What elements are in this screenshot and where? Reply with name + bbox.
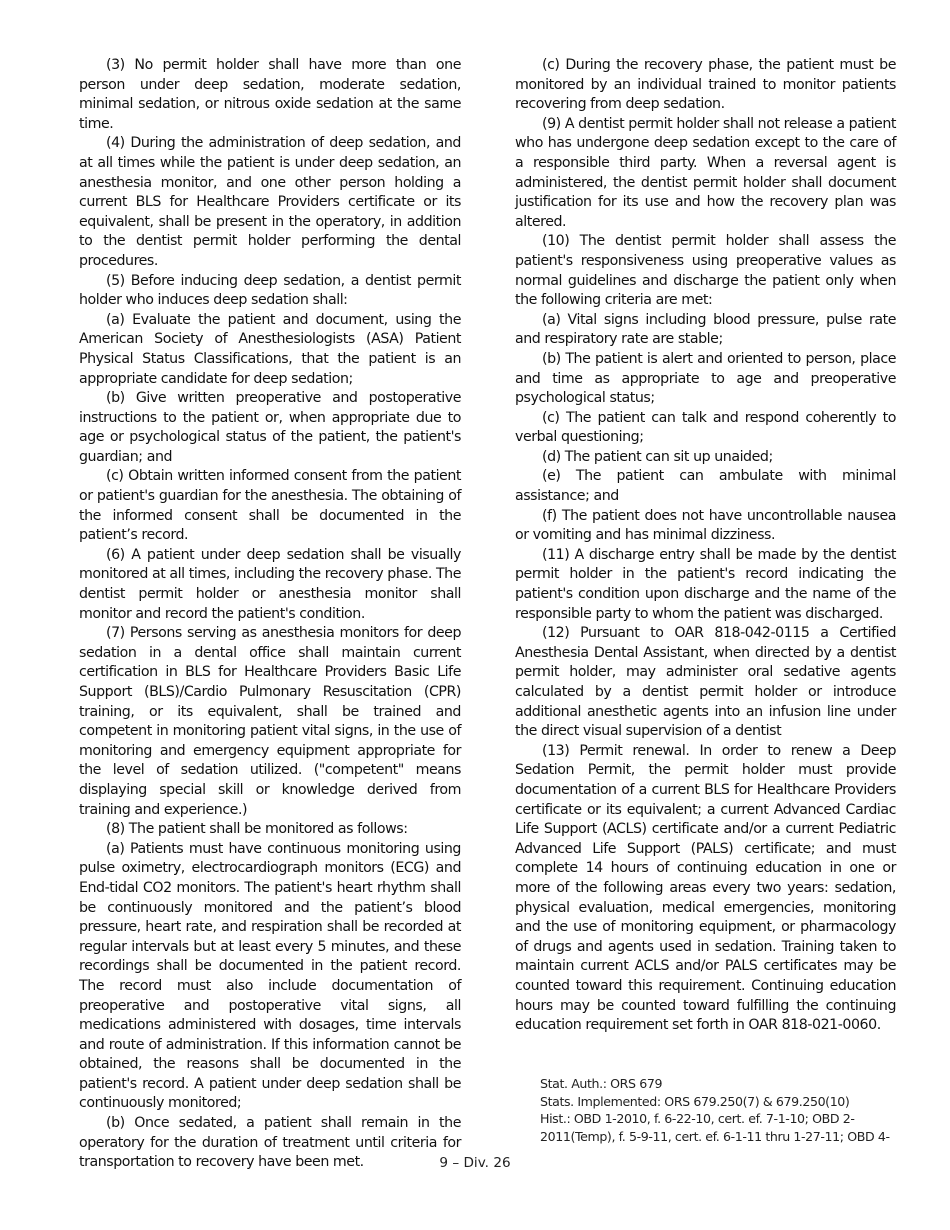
history-line: Hist.: OBD 1-2010, f. 6-22-10, cert. ef. 7-1-10; OBD 2-2011(Temp), f. 5-9-11, cert. ef. 6-1-11 thru 1-27-11; OBD 4-	[540, 1111, 890, 1144]
paragraph-5a: (a) Evaluate the patient and document, using the American Society of Anesthesiologists (ASA) Patient Physical Status Classifications, that the patient is an appropriate candidate for deep sedation;	[79, 311, 461, 387]
page-number-footer: 9 – Div. 26	[439, 1155, 511, 1171]
right-column	[515, 56, 896, 1036]
paragraph-12: (12) Pursuant to OAR 818-042-0115 a Certified Anesthesia Dental Assistant, when directed by a dentist permit holder, may administer oral sedative agents calculated by a dentist permit holder or introduce additional anesthetic agents into an infusion line under the direct visual supervision of a dentist	[515, 625, 896, 740]
paragraph-11: (11) A discharge entry shall be made by the dentist permit holder in the patient's record indicating the patient's condition upon discharge and the name of the responsible party to whom the patient was discharged.	[515, 546, 896, 622]
paragraph-10c: (c) The patient can talk and respond coherently to verbal questioning;	[515, 409, 896, 446]
paragraph-10b: (b) The patient is alert and oriented to person, place and time as appropriate to age and preoperative psychological status;	[515, 350, 896, 407]
paragraph-10e: (e) The patient can ambulate with minimal assistance; and	[515, 468, 896, 505]
paragraph-8a: (a) Patients must have continuous monitoring using pulse oximetry, electrocardiograph monitors (ECG) and End-tidal CO2 monitors. The patient's heart rhythm shall be continuously monitored and the patient’s blood pressure, heart rate, and respiration shall be recorded at regular intervals but at least every 5 minutes, and these recordings shall be documented in the patient record. The record must also include documentation of preoperative and postoperative vital signs, all medications administered with dosages, time intervals and route of administration. If this information cannot be obtained, the reasons shall be documented in the patient's record. A patient under deep sedation shall be continuously monitored;	[79, 840, 461, 1112]
stats-implemented-line: Stats. Implemented: ORS 679.250(7) & 679.250(10)	[540, 1093, 850, 1109]
paragraph-6: (6) A patient under deep sedation shall be visually monitored at all times, including the recovery phase. The dentist permit holder or anesthesia monitor shall monitor and record the patient's condition.	[79, 546, 461, 622]
paragraph-10: (10) The dentist permit holder shall assess the patient's responsiveness using preoperative values as normal guidelines and discharge the patient only when the following criteria are met:	[515, 233, 896, 309]
paragraph-8c: (c) During the recovery phase, the patient must be monitored by an individual trained to monitor patients recovering from deep sedation.	[515, 57, 896, 113]
paragraph-8: (8) The patient shall be monitored as follows:	[106, 821, 408, 838]
statutory-authority-note	[540, 1075, 900, 1145]
paragraph-4: (4) During the administration of deep sedation, and at all times while the patient is under deep sedation, an anesthesia monitor, and one other person holding a current BLS for Healthcare Providers certificate or its equivalent, shall be present in the operatory, in addition to the dentist permit holder performing the dental procedures.	[79, 135, 461, 269]
stat-auth-line: Stat. Auth.: ORS 679	[540, 1076, 663, 1091]
paragraph-5b: (b) Give written preoperative and postoperative instructions to the patient or, when appropriate due to age or psychological status of the patient, the patient's guardian; and	[79, 390, 461, 465]
paragraph-10f: (f) The patient does not have uncontrollable nausea or vomiting and has minimal dizziness.	[515, 507, 896, 544]
paragraph-8b: (b) Once sedated, a patient shall remain in the operatory for the duration of treatment until criteria for transportation to recovery have been met.	[79, 1115, 461, 1171]
paragraph-7: (7) Persons serving as anesthesia monitors for deep sedation in a dental office shall maintain current certification in BLS for Healthcare Providers Basic Life Support (BLS)/Cardio Pulmonary Resuscitation (CPR) training, or its equivalent, shall be trained and competent in monitoring patient vital signs, in the use of monitoring and emergency equipment appropriate for the level of sedation utilized. ("competent" means displaying special skill or knowledge derived from training and experience.)	[79, 625, 461, 818]
paragraph-5c: (c) Obtain written informed consent from the patient or patient's guardian for the anesthesia. The obtaining of the informed consent shall be documented in the patient’s record.	[79, 468, 461, 544]
paragraph-10d: (d) The patient can sit up unaided;	[542, 448, 773, 465]
paragraph-9: (9) A dentist permit holder shall not release a patient who has undergone deep sedation except to the care of a responsible third party. When a reversal agent is administered, the dentist permit holder shall document justification for its use and how the recovery plan was altered.	[515, 115, 896, 230]
paragraph-13: (13) Permit renewal. In order to renew a Deep Sedation Permit, the permit holder must provide documentation of a current BLS for Healthcare Providers certificate or its equivalent; a current Advanced Cardiac Life Support (ACLS) certificate and/or a current Pediatric Advanced Life Support (PALS) certificate; and must complete 14 hours of continuing education in one or more of the following areas every two years: sedation, physical evaluation, medical emergencies, monitoring and the use of monitoring equipment, or pharmacology of drugs and agents used in sedation. Training taken to maintain current ACLS and/or PALS certificates may be counted toward this requirement. Continuing education hours may be counted toward fulfilling the continuing education requirement set forth in OAR 818-021-0060.	[515, 742, 896, 1034]
left-column	[79, 56, 461, 1173]
paragraph-5: (5) Before inducing deep sedation, a dentist permit holder who induces deep sedation shall:	[79, 272, 461, 309]
paragraph-3: (3) No permit holder shall have more than one person under deep sedation, moderate sedation, minimal sedation, or nitrous oxide sedation at the same time.	[79, 57, 461, 132]
paragraph-10a: (a) Vital signs including blood pressure, pulse rate and respiratory rate are stable;	[515, 311, 896, 348]
